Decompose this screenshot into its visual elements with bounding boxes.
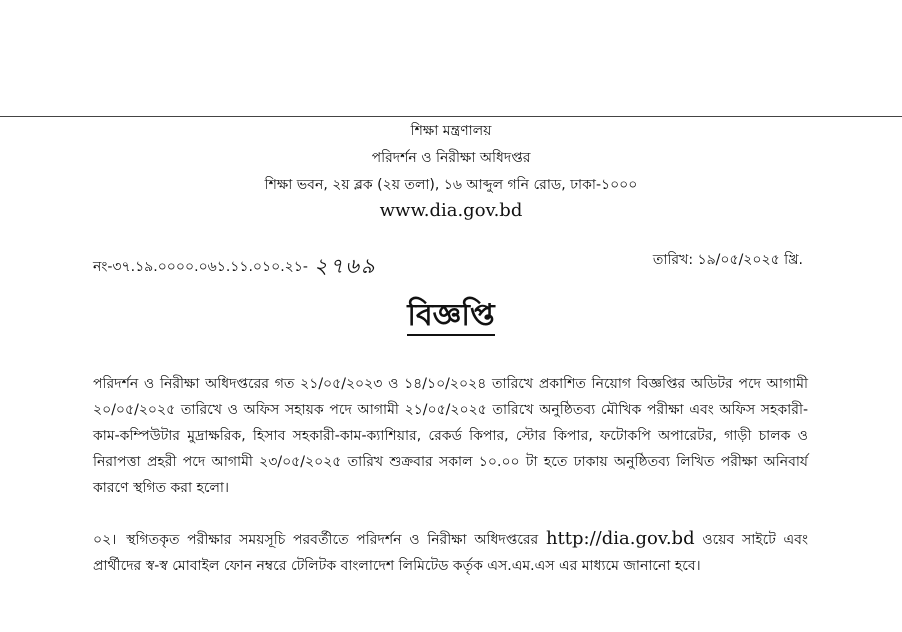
paragraph-2-text-after-url: ওয়েব সাইটে এবং প্রার্থীদের স্ব-স্ব মোবাইল ফোন নম্বরে টেলিটক বাংলাদেশ লিমিটেড কর্তৃক এস.এম.এস এর মাধ্যমে জানানো হবে। <box>93 532 808 574</box>
notice-paragraph-1: পরিদর্শন ও নিরীক্ষা অধিদপ্তরের গত ২১/০৫/২০২৩ ও ১৪/১০/২০২৪ তারিখে প্রকাশিত নিয়োগ বিজ্ঞপ্তির অডিটর পদে আগামী ২০/০৫/২০২৫ তারিখে ও অফিস সহায়ক পদে আগামী ২১/০৫/২০২৫ তারিখে অনুষ্ঠিতব্য মৌখিক পরীক্ষা এবং অফিস সহকারী-কাম-কম্পিউটার মুদ্রাক্ষরিক, হিসাব সহকারী-কাম-ক্যাশিয়ার, রেকর্ড কিপার, স্টোর কিপার, ফটোকপি অপারেটর, গাড়ী চালক ও নিরাপত্তা প্রহরী পদে আগামী ২৩/০৫/২০২৫ তারিখ শুক্রবার সকাল ১০.০০ টা হতে ঢাকায় অনুষ্ঠিতব্য লিখিত পরীক্ষা অনিবার্য কারণে স্থগিত করা হলো। <box>93 376 808 496</box>
dia-website-link[interactable]: http://dia.gov.bd <box>545 528 695 549</box>
paragraph-number: ০২। <box>93 532 117 548</box>
letterhead <box>0 118 902 223</box>
paragraph-2-text-before-url: স্থগিতকৃত পরীক্ষার সময়সূচি পরবর্তীতে পরিদর্শন ও নিরীক্ষা অধিদপ্তরের <box>126 532 539 548</box>
office-address: শিক্ষা ভবন, ২য় ব্লক (২য় তলা), ১৬ আব্দুল গনি রোড, ঢাকা-১০০০ <box>264 177 638 193</box>
memo-date: তারিখ: ১৯/০৫/২০২৫ খ্রি. <box>652 252 803 268</box>
memo-number-label: নং-৩৭.১৯.০০০০.০৬১.১১.০১০.২১- <box>93 259 308 275</box>
notice-title-text: বিজ্ঞপ্তি <box>407 298 494 336</box>
website-url: www.dia.gov.bd <box>379 200 523 221</box>
memo-handwritten-number: ২৭৬৯ <box>313 254 377 278</box>
top-divider <box>0 116 902 117</box>
memo-number <box>93 248 377 283</box>
memo-row <box>93 248 803 278</box>
ministry-name: শিক্ষা মন্ত্রণালয় <box>410 123 492 139</box>
notice-title <box>0 296 902 336</box>
directorate-name: পরিদর্শন ও নিরীক্ষা অধিদপ্তর <box>371 150 531 166</box>
notice-paragraph-2 <box>93 526 808 579</box>
